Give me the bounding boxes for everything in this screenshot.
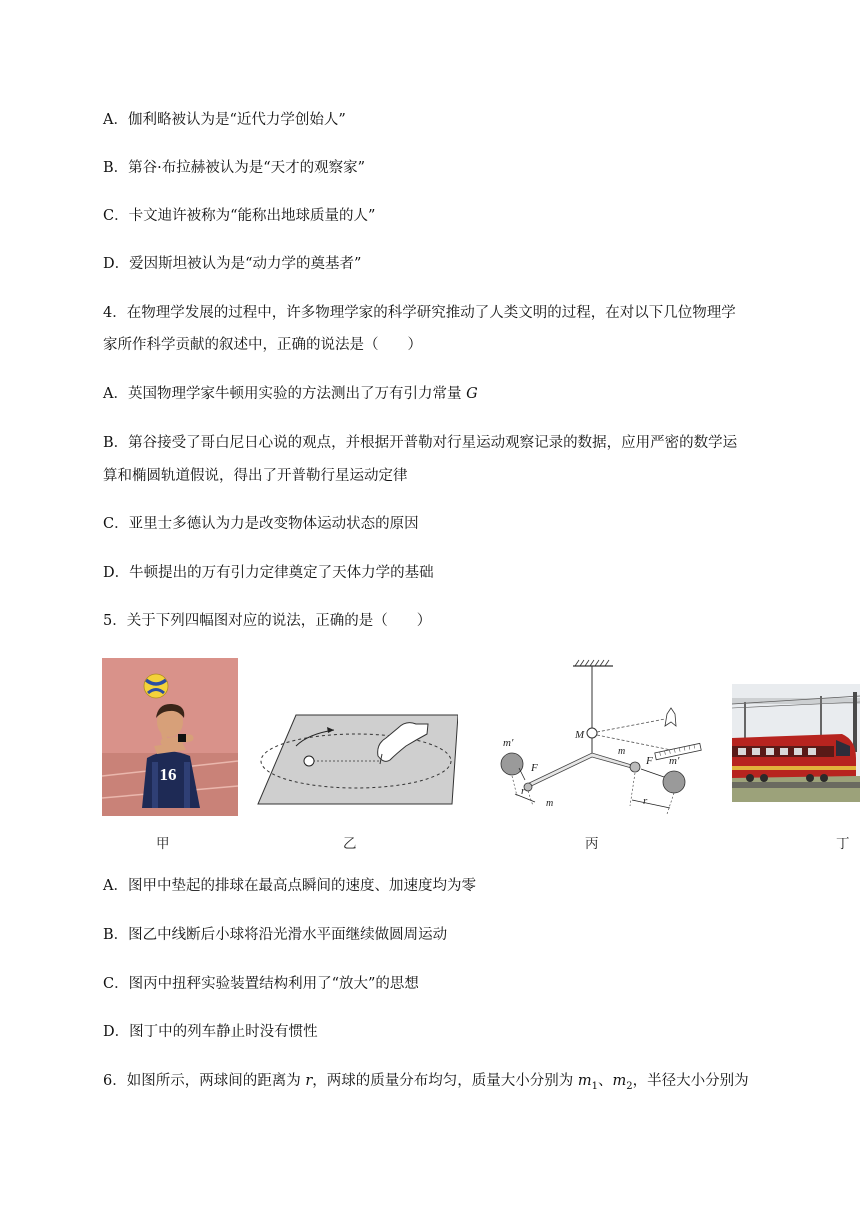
- q5-option-a: A．图甲中垫起的排球在最高点瞬间的速度、加速度均为零: [103, 878, 476, 894]
- label-m-prime-left: m′: [503, 737, 514, 749]
- train-icon: [732, 734, 856, 782]
- q4-stem-line1: 4．在物理学发展的过程中，许多物理学家的科学研究推动了人类文明的过程，在对以下几位物理学: [103, 305, 736, 321]
- q6-text-3: 、: [598, 1073, 613, 1089]
- light-source-icon: [665, 708, 676, 726]
- label-mirror: M: [575, 729, 585, 741]
- small-ball: [304, 756, 314, 766]
- q4-option-a: [103, 384, 478, 404]
- mirror: [587, 728, 597, 738]
- label-r-left: r: [521, 785, 526, 797]
- figure-yi-circular-motion: [256, 710, 458, 806]
- caption-ding: 丁: [836, 836, 850, 852]
- caption-bing: 丙: [585, 836, 599, 852]
- label-force-left: F: [531, 762, 538, 774]
- q6-var-m2: m: [612, 1073, 627, 1089]
- label-m-left: m: [546, 798, 554, 809]
- q3-option-a: A．伽利略被认为是“近代力学创始人”: [103, 112, 346, 128]
- q6-text-1: 6．如图所示，两球间的距离为: [103, 1073, 306, 1089]
- q4-option-b-line2: 算和椭圆轨道假说，得出了开普勒行星运动定律: [103, 468, 408, 484]
- q6-var-m1: m: [577, 1073, 592, 1089]
- q3-option-c: C．卡文迪许被称为“能称出地球质量的人”: [103, 208, 376, 224]
- q5-option-b: B．图乙中线断后小球将沿光滑水平面继续做圆周运动: [103, 927, 448, 943]
- figure-jia-volleyball-photo: [102, 658, 238, 816]
- q4-option-d: D．牛顿提出的万有引力定律奠定了天体力学的基础: [103, 565, 434, 581]
- q6-sub-2: 2: [626, 1080, 633, 1092]
- q4-stem-line2: 家所作科学贡献的叙述中，正确的说法是（ ）: [103, 337, 422, 353]
- q6-var-r: r: [305, 1073, 313, 1089]
- label-m-right: m: [618, 746, 626, 757]
- q4-option-a-var: G: [466, 386, 478, 402]
- q5-stem: 5．关于下列四幅图对应的说法，正确的是（ ）: [103, 613, 432, 629]
- caption-jia: 甲: [156, 836, 170, 852]
- q6-sub-1: 1: [591, 1080, 599, 1092]
- q4-option-b-line1: B．第谷接受了哥白尼日心说的观点，并根据开普勒对行星运动观察记录的数据，应用严密的数学运: [103, 435, 738, 451]
- figure-bing-torsion-balance: [495, 656, 705, 816]
- label-force-right: F: [646, 755, 653, 767]
- q4-option-c: C．亚里士多德认为力是改变物体运动状态的原因: [103, 516, 419, 532]
- large-ball-right: [663, 771, 685, 793]
- label-m-prime-right: m′: [669, 755, 680, 767]
- figure-ding-train-photo: [732, 684, 860, 802]
- q5-option-c: C．图丙中扭秤实验装置结构利用了“放大”的思想: [103, 976, 419, 992]
- caption-yi: 乙: [343, 836, 357, 852]
- q6-stem: [103, 1071, 749, 1097]
- q3-option-d: D．爱因斯坦被认为是“动力学的奠基者”: [103, 256, 362, 272]
- small-ball-right: [630, 762, 640, 772]
- q4-option-a-text: A．英国物理学家牛顿用实验的方法测出了万有引力常量: [103, 386, 467, 402]
- q3-option-b: B．第谷·布拉赫被认为是“天才的观察家”: [103, 160, 366, 176]
- label-r-right: r: [643, 795, 648, 807]
- q5-option-d: D．图丁中的列车静止时没有惯性: [103, 1024, 318, 1040]
- q6-text-4: ，半径大小分别为: [632, 1073, 749, 1089]
- t-rod: [525, 753, 635, 789]
- volleyball-icon: [144, 674, 168, 698]
- jersey-number: 16: [159, 765, 177, 784]
- large-ball-left: [501, 753, 523, 775]
- q6-text-2: ，两球的质量分布均匀，质量大小分别为: [312, 1073, 578, 1089]
